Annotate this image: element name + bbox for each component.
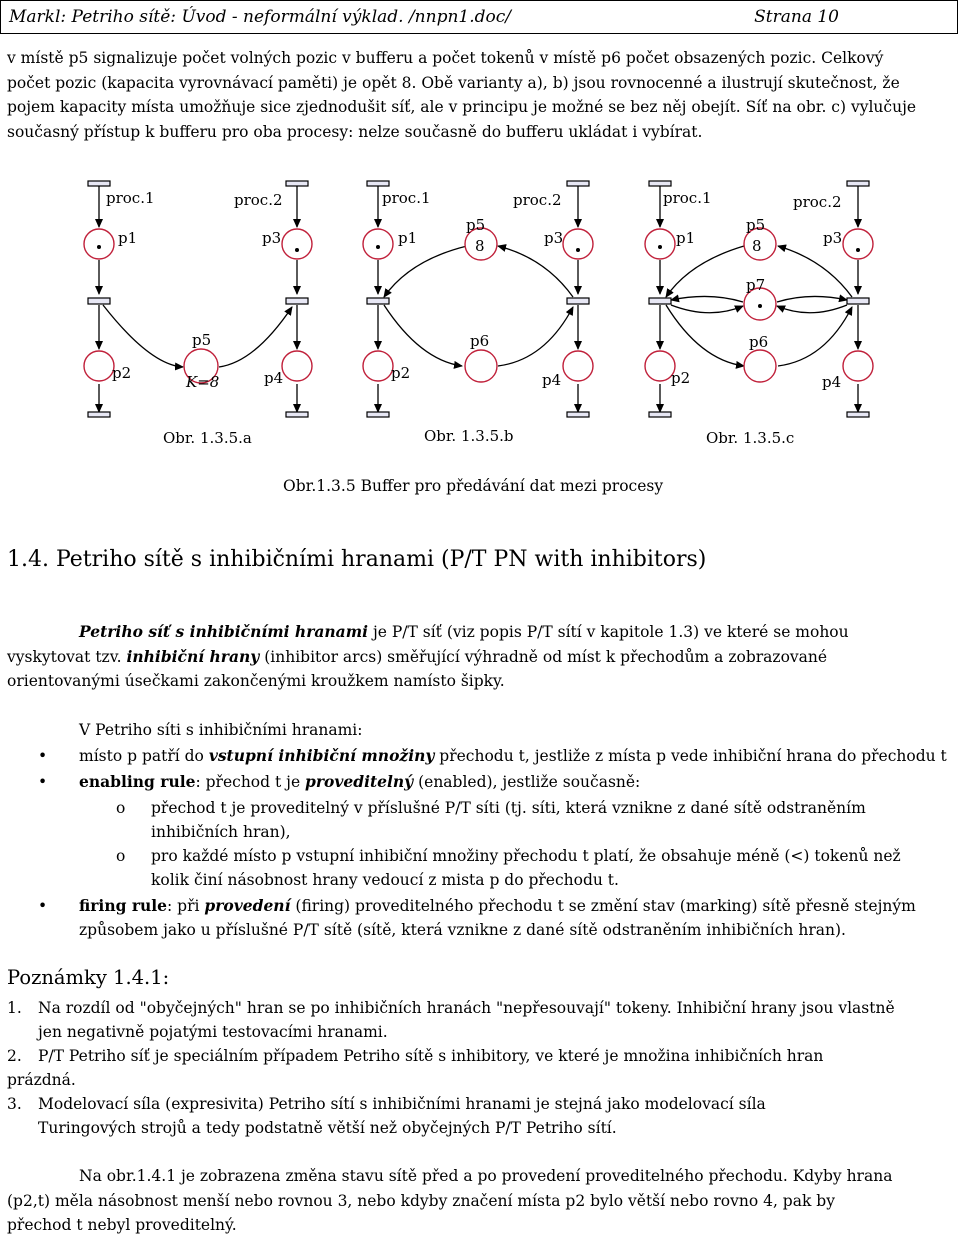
sub-bullet-marker: o (116, 847, 126, 865)
closing-paragraph (7, 1164, 947, 1238)
transition-bar (847, 181, 869, 186)
place-circle (84, 351, 114, 381)
transition-bar (649, 412, 671, 417)
place-circle (282, 351, 312, 381)
label-p5: p5 (746, 216, 766, 234)
bullet-text: místo p patří do (79, 747, 209, 765)
sub-bullet-marker: o (116, 799, 126, 817)
transition-bar (649, 181, 671, 186)
place-circle (465, 350, 497, 382)
def-line (7, 645, 947, 670)
intro-paragraph (7, 46, 947, 144)
note-line: Modelovací síla (expresivita) Petriho sítí s inhibičními hranami je stejná jako modelovací síla (38, 1095, 766, 1113)
label-p1: p1 (676, 229, 696, 247)
def-term: inhibiční hrany (126, 646, 260, 666)
bullet-item (79, 894, 949, 942)
note-number: 1. (7, 999, 22, 1017)
transition-bar (286, 412, 308, 417)
def-text: (inhibitor arcs) směřující výhradně od míst k přechodům a zobrazované (259, 647, 828, 666)
bullet-marker: • (38, 897, 48, 915)
place-circle (84, 229, 114, 259)
transition-bar (567, 412, 589, 417)
label-proc2: proc.2 (513, 191, 562, 209)
label-proc1: proc.1 (663, 189, 712, 207)
label-p4: p4 (822, 373, 842, 391)
petri-net-figure (0, 170, 960, 470)
def-line: orientovanými úsečkami zakončenými kroužkem namísto šipky. (7, 672, 505, 690)
label-p4: p4 (542, 371, 562, 389)
place-circle (744, 350, 776, 382)
transition-bar (567, 298, 589, 304)
closing-line: Na obr.1.4.1 je zobrazena změna stavu sítě před a po provedení proveditelného přechodu. Kdyby hrana (79, 1167, 893, 1185)
def-line (7, 620, 947, 645)
transition-bar (88, 181, 110, 186)
bullet-text: (firing) proveditelného přechodu t se změní stav (marking) sítě přesně stejným (290, 897, 916, 915)
label-p2: p2 (391, 364, 411, 382)
bullet-term: provedení (204, 896, 291, 915)
label-proc2: proc.2 (793, 193, 842, 211)
label-p3: p3 (544, 229, 564, 247)
note-line: Na rozdíl od "obyčejných" hran se po inhibičních hranách "nepřesouvají" tokeny. Inhibiční hrany jsou vlastně (38, 999, 895, 1017)
notes-title: Poznámky 1.4.1: (7, 966, 170, 989)
bullet-item (79, 744, 954, 768)
transition-bar (286, 181, 308, 186)
intro-line: pojem kapacity místa umožňuje sice zjednodušit síť, ale v principu je možné se bez něj obejít. Síť na obr. c) vylučuje (7, 98, 917, 116)
bullet-term: firing rule (79, 896, 168, 915)
label-p6: p6 (749, 333, 769, 351)
sub-bullet-line: inhibičních hran), (151, 823, 291, 841)
caption-b: Obr. 1.3.5.b (424, 427, 514, 445)
sub-bullet-line: přechod t je proveditelný v příslušné P/T síti (tj. síti, která vznikne z dané sítě odstraněním (151, 799, 866, 817)
token (295, 248, 299, 252)
lead-text: V Petriho síti s inhibičními hranami: (79, 721, 363, 739)
place-circle (563, 351, 593, 381)
section-title: 1.4. Petriho sítě s inhibičními hranami (P/T PN with inhibitors) (7, 547, 707, 572)
label-p1: p1 (398, 229, 418, 247)
sub-bullet-line: kolik činí násobnost hrany vedoucí z mista p do přechodu t. (151, 871, 619, 889)
def-text: je P/T síť (viz popis P/T sítí v kapitole 1.3) ve které se mohou (368, 623, 849, 641)
bullet-text: (enabled), jestliže současně: (413, 773, 641, 791)
intro-line: současný přístup k bufferu pro oba procesy: nelze současně do bufferu ukládat i vybírat. (7, 122, 703, 141)
bullet-text: : přechod t je (195, 773, 306, 791)
page-number: Strana 10 (754, 7, 839, 27)
header-title: Markl: Petriho sítě: Úvod - neformální výklad. /nnpn1.doc/ (9, 7, 511, 27)
token (576, 248, 580, 252)
definition-paragraph (7, 620, 947, 694)
note-line: jen negativně pojatými testovacími hranami. (38, 1023, 388, 1041)
label-capacity-8: 8 (475, 237, 485, 255)
caption-c: Obr. 1.3.5.c (706, 429, 795, 447)
note-line: Turingových strojů a tedy podstatně větší než obyčejných P/T Petriho sítí. (38, 1119, 617, 1137)
transition-bar (367, 298, 389, 304)
note-item (7, 1044, 938, 1092)
caption-a: Obr. 1.3.5.a (163, 429, 252, 447)
place-circle (843, 229, 873, 259)
bullet-line: způsobem jako u příslušné P/T sítě (sítě, která vznikne z dané sítě odstraněním inhibičních hran). (79, 921, 846, 939)
token (376, 245, 380, 249)
label-p5: p5 (192, 331, 212, 349)
transition-bar (88, 298, 110, 304)
bullet-marker: • (38, 773, 48, 791)
bullet-term: vstupní inhibiční množiny (208, 746, 435, 765)
place-circle (363, 351, 393, 381)
transition-bar (567, 181, 589, 186)
label-p7: p7 (746, 276, 766, 294)
label-p2: p2 (112, 364, 132, 382)
figure-caption: Obr.1.3.5 Buffer pro předávání dat mezi procesy (283, 477, 664, 495)
transition-bar (286, 298, 308, 304)
bullet-item (79, 770, 949, 794)
def-text: vyskytovat tzv. (7, 647, 127, 666)
sub-bullet-line: pro každé místo p vstupní inhibiční množiny přechodu t platí, že obsahuje méně (<) tokenů než (151, 847, 901, 865)
bullet-term: enabling rule (79, 772, 196, 791)
sub-bullet-item (151, 844, 951, 892)
place-circle (363, 229, 393, 259)
token (658, 245, 662, 249)
label-p1: p1 (118, 229, 138, 247)
label-p3: p3 (823, 229, 843, 247)
label-p6: p6 (470, 332, 490, 350)
label-p4: p4 (264, 369, 284, 387)
label-capacity-8: 8 (752, 237, 762, 255)
transition-bar (847, 298, 869, 304)
transition-bar (88, 412, 110, 417)
place-circle (282, 229, 312, 259)
note-line: prázdná. (7, 1071, 76, 1089)
sub-bullet-item (151, 796, 951, 844)
place-circle (563, 229, 593, 259)
intro-line: v místě p5 signalizuje počet volných pozic v bufferu a počet tokenů v místě p6 počet obsazených pozic. Celkový (7, 49, 884, 67)
note-number: 3. (7, 1095, 22, 1113)
note-line: P/T Petriho síť je speciálním případem Petriho sítě s inhibitory, ve které je množina inhibičních hran (38, 1047, 824, 1065)
token (97, 245, 101, 249)
label-p3: p3 (262, 229, 282, 247)
token (856, 248, 860, 252)
note-item (38, 996, 938, 1044)
transition-bar (367, 181, 389, 186)
label-proc2: proc.2 (234, 191, 283, 209)
label-p5: p5 (466, 216, 486, 234)
bullet-text: : při (167, 897, 205, 915)
place-circle (645, 229, 675, 259)
transition-bar (367, 412, 389, 417)
place-circle (843, 351, 873, 381)
transition-bar (649, 298, 671, 304)
closing-line: přechod t nebyl proveditelný. (7, 1216, 237, 1234)
transition-bar (847, 412, 869, 417)
note-item (38, 1092, 938, 1140)
label-proc1: proc.1 (382, 189, 431, 207)
token (758, 304, 762, 308)
bullet-text: přechodu t, jestliže z místa p vede inhibiční hrana do přechodu t (434, 747, 947, 765)
def-term: Petriho síť s inhibičními hranami (79, 622, 369, 641)
closing-line: (p2,t) měla násobnost menší nebo rovnou 3, nebo kdyby značení místa p2 bylo větší nebo rovno 4, pak by (7, 1191, 835, 1210)
label-capacity: K=8 (186, 373, 220, 391)
note-number: 2. (7, 1047, 22, 1065)
intro-line: počet pozic (kapacita vyrovnávací paměti) je opět 8. Obě varianty a), b) jsou rovnocenné a ilustrují skutečnost, že (7, 73, 900, 92)
page-header (0, 0, 958, 34)
bullet-marker: • (38, 747, 48, 765)
bullet-term: proveditelný (305, 772, 414, 791)
bullet-line (79, 894, 949, 918)
label-proc1: proc.1 (106, 189, 155, 207)
label-p2: p2 (671, 369, 691, 387)
